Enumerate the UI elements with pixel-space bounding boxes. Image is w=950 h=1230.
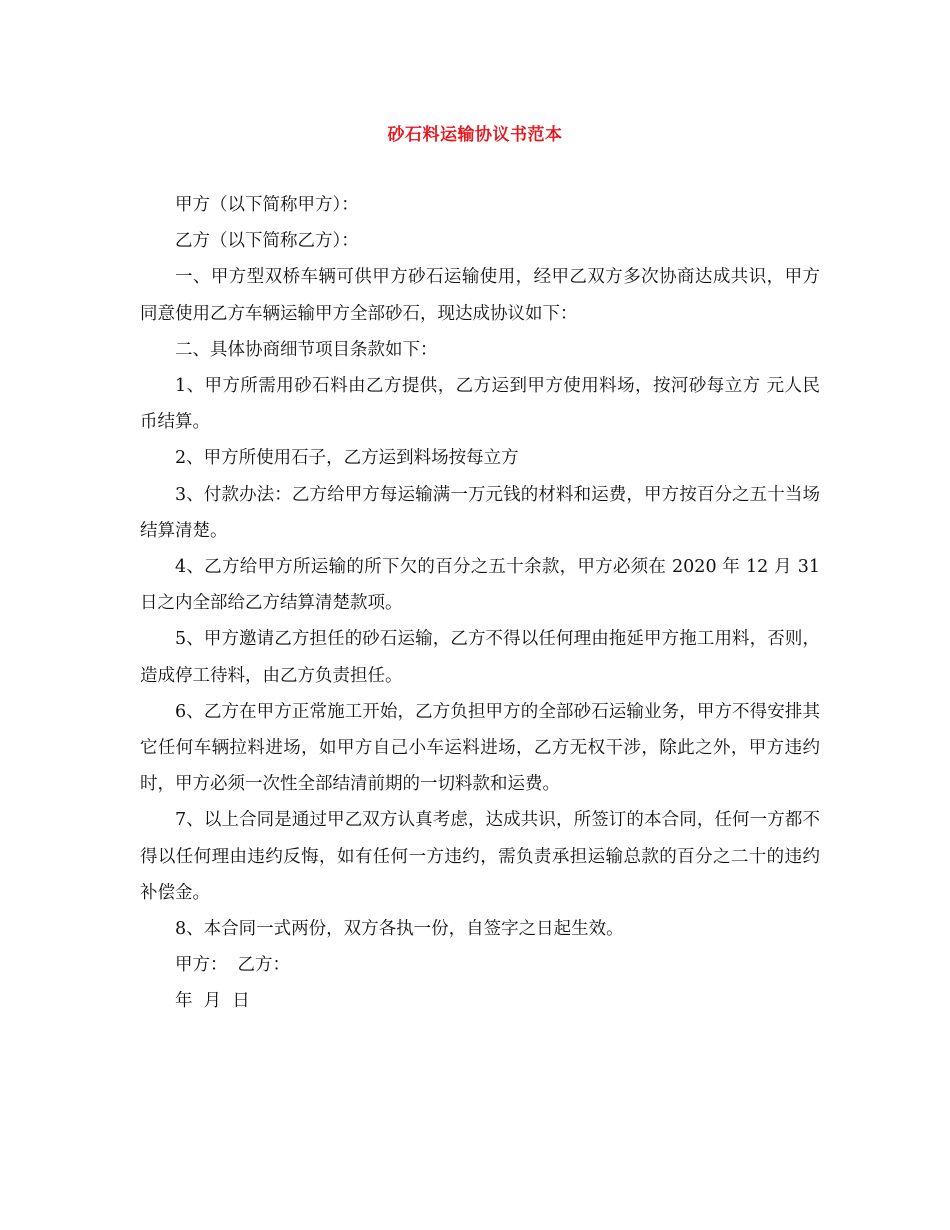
party-b-signature-label: 乙方： (237, 955, 290, 976)
signature-line (140, 947, 820, 983)
clause-item-5: 5、甲方邀请乙方担任的砂石运输，乙方不得以任何理由拖延甲方拖工用料，否则，造成停工待料，由乙方负责担任。 (140, 629, 820, 686)
document-title: 砂石料运输协议书范本 (387, 125, 563, 145)
clause-item-1: 1、甲方所需用砂石料由乙方提供，乙方运到甲方使用料场，按河砂每立方 元人民币结算。 (140, 376, 820, 433)
party-b-line: 乙方（以下简称乙方）： (175, 231, 359, 252)
clause-item-2: 2、甲方所使用石子，乙方运到料场按每立方 (175, 448, 519, 469)
clause-item-3: 3、付款办法：乙方给甲方每运输满一万元钱的材料和运费，甲方按百分之五十当场结算清楚。 (140, 484, 820, 541)
party-a-signature-label: 甲方： (175, 955, 228, 976)
clause-item-6: 6、乙方在甲方正常施工开始，乙方负担甲方的全部砂石运输业务，甲方不得安排其它任何车辆拉料进场，如甲方自己小车运料进场，乙方无权干涉，除此之外，甲方违约时，甲方必须一次性全部结清前期的一切料款和运费。 (140, 701, 820, 795)
document-body (140, 187, 820, 1020)
date-line: 年 月 日 (175, 991, 250, 1012)
clause-2-heading: 二、具体协商细节项目条款如下： (175, 339, 438, 360)
party-a-line: 甲方（以下简称甲方）： (175, 195, 359, 215)
clause-item-8: 8、本合同一式两份，双方各执一份，自签字之日起生效。 (175, 919, 624, 940)
clause-item-4: 4、乙方给甲方所运输的所下欠的百分之五十余款，甲方必须在 2020 年 12 月 31 日之内全部给乙方结算清楚款项。 (140, 557, 820, 614)
clause-item-7: 7、以上合同是通过甲乙双方认真考虑，达成共识，所签订的本合同，任何一方都不得以任何理由违约反悔，如有任何一方违约，需负责承担运输总款的百分之二十的违约补偿金。 (140, 810, 820, 903)
clause-1-intro: 一、甲方型双桥车辆可供甲方砂石运输使用，经甲乙双方多次协商达成共识，甲方同意使用乙方车辆运输甲方全部砂石，现达成协议如下： (140, 267, 820, 324)
